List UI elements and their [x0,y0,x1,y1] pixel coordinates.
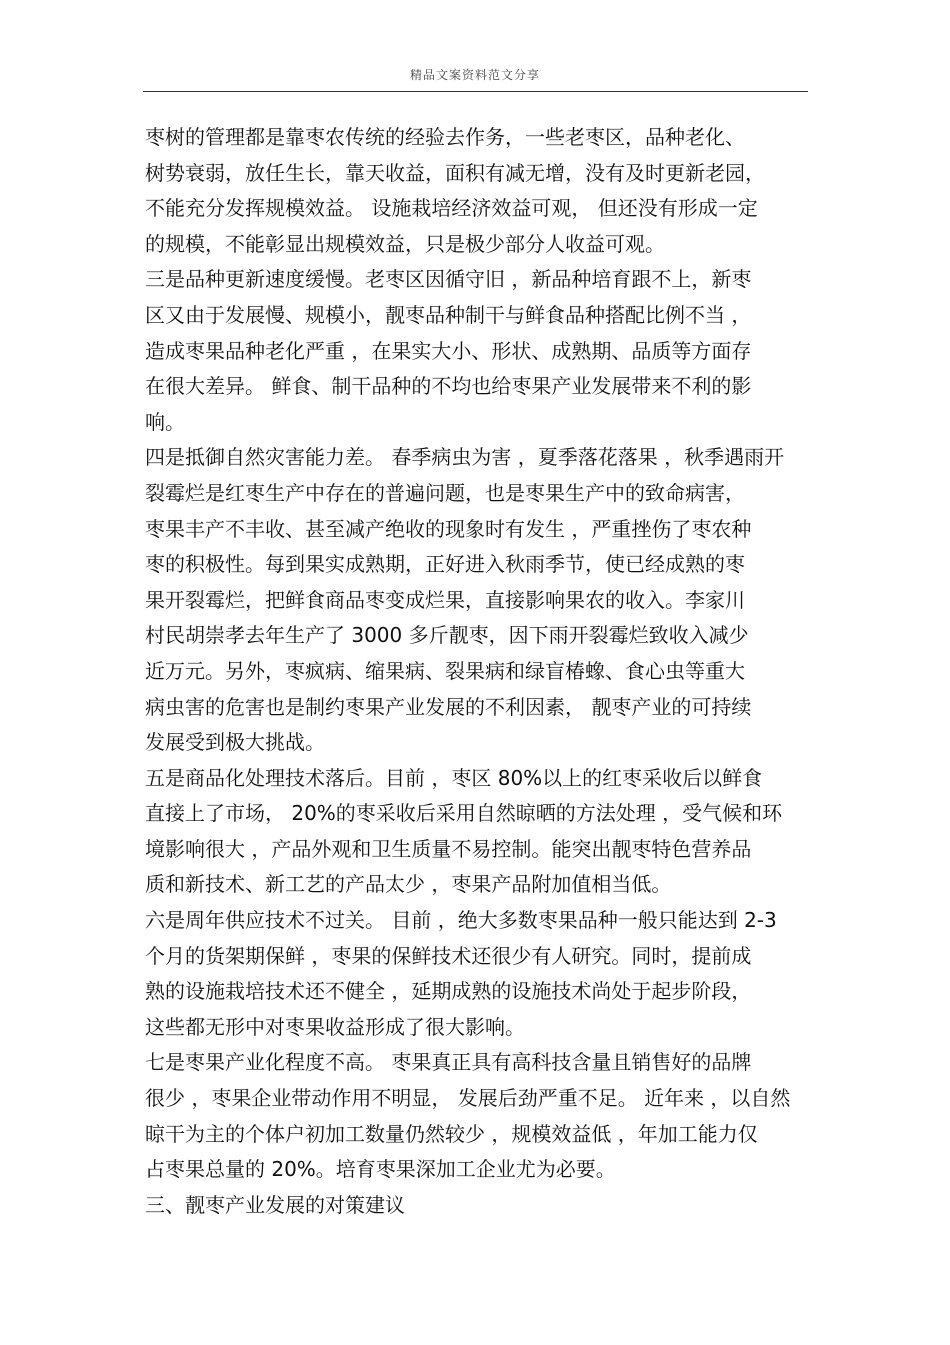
text-line: 五是商品化处理技术落后。目前 ，枣区 80%以上的红枣采收后以鲜食 [145,765,763,790]
text-line: 的规模，不能彰显出规模效益，只是极少部分人收益可观。 [145,231,665,256]
text-line: 四是抵御自然灾害能力差。 春季病虫为害 ，夏季落花落果 ，秋季遇雨开 [145,445,785,470]
text-line: 三是品种更新速度缓慢。老枣区因循守旧 ，新品种培育跟不上，新枣 [145,267,752,292]
text-line: 很少 ，枣果企业带动作用不明显， 发展后劲严重不足。 近年来 ，以自然 [145,1086,791,1111]
text-line: 质和新技术、新工艺的产品太少 ，枣果产品附加值相当低。 [145,872,672,897]
text-line: 这些都无形中对枣果收益形成了很大影响。 [145,1014,525,1039]
text-line: 直接上了市场， 20%的枣采收后采用自然晾晒的方法处理 ，受气候和环 [145,801,783,826]
text-line: 裂霉烂是红枣生产中存在的普遍问题，也是枣果生产中的致命病害， [145,480,745,505]
text-line: 病虫害的危害也是制约枣果产业发展的不利因素， 靓枣产业的可持续 [145,694,752,719]
section-heading: 三、靓枣产业发展的对策建议 [145,1192,405,1217]
text-line: 果开裂霉烂，把鲜食商品枣变成烂果，直接影响果农的收入。李家川 [145,587,745,612]
text-line: 在很大差异。 鲜食、制干品种的不均也给枣果产业发展带来不利的影 [145,374,752,399]
page-header: 精品文案资料范文分享 [409,68,540,82]
text-line: 熟的设施栽培技术还不健全 ，延期成熟的设施技术尚处于起步阶段， [145,979,752,1004]
text-line: 响。 [145,409,185,434]
text-line: 枣果丰产不丰收、甚至减产绝收的现象时有发生 ，严重挫伤了枣农种 [145,516,752,541]
text-line: 造成枣果品种老化严重 ，在果实大小、形状、成熟期、品质等方面存 [145,338,752,363]
text-line: 占枣果总量的 20%。培育枣果深加工企业尤为必要。 [145,1157,616,1182]
document-body [145,120,810,1223]
text-line: 树势衰弱，放任生长，靠天收益，面积有减无增，没有及时更新老园， [145,160,765,185]
text-line: 个月的货架期保鲜 ，枣果的保鲜技术还很少有人研究。同时，提前成 [145,943,752,968]
text-line: 晾干为主的个体户初加工数量仍然较少 ，规模效益低 ，年加工能力仅 [145,1121,758,1146]
text-line: 村民胡崇孝去年生产了 3000 多斤靓枣，因下雨开裂霉烂致收入减少 [145,623,749,648]
text-line: 近万元。另外，枣疯病、缩果病、裂果病和绿盲椿蟓、食心虫等重大 [145,658,745,683]
header-divider [143,91,808,92]
text-line: 枣的积极性。每到果实成熟期，正好进入秋雨季节，使已经成熟的枣 [145,552,745,577]
text-line: 六是周年供应技术不过关。 目前 ，绝大多数枣果品种一般只能达到 2-3 [145,908,777,933]
text-line: 七是枣果产业化程度不高。 枣果真正具有高科技含量且销售好的品牌 [145,1050,752,1075]
text-line: 区又由于发展慢、规模小，靓枣品种制干与鲜食品种搭配比例不当 ， [145,302,752,327]
text-line: 境影响很大 ，产品外观和卫生质量不易控制。能突出靓枣特色营养品 [145,836,752,861]
text-line: 枣树的管理都是靠枣农传统的经验去作务，一些老枣区，品种老化、 [145,125,745,149]
text-line: 不能充分发挥规模效益。 设施栽培经济效益可观， 但还没有形成一定 [145,196,758,221]
text-line: 发展受到极大挑战。 [145,730,325,755]
